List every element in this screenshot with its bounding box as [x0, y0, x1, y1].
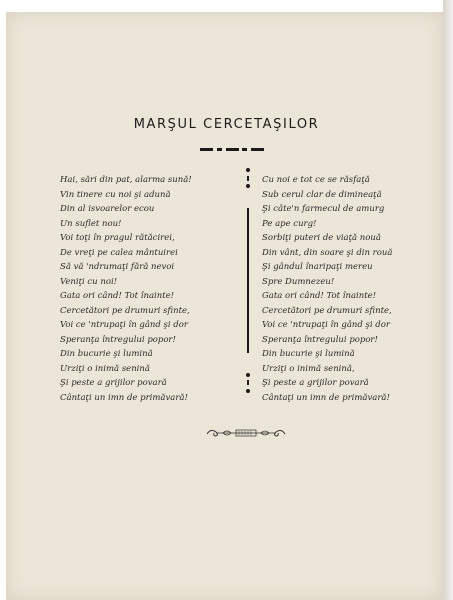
verse-line: Hai, sări din pat, alarma sună! [60, 175, 192, 185]
verse-line: Urziţi o inimă senină, [262, 363, 355, 374]
verse-line: Să vă 'ndrumaţi fără nevoi [60, 262, 175, 272]
center-divider-rule [245, 168, 251, 393]
verse-line: Voi toţi în pragul rătăcirei, [60, 233, 175, 243]
title-underline-rule [200, 147, 264, 151]
verse-line: Speranţa întregului popor! [60, 334, 176, 345]
verse-line: Voi ce 'ntrupaţi în gând şi dor [60, 320, 188, 330]
verse-line: Sorbiţi puteri de viaţă nouă [262, 233, 381, 243]
verse-line: Pe ape curg! [262, 218, 317, 229]
page-edge [443, 0, 453, 600]
verses-right-column [262, 173, 442, 405]
verses-left-column [60, 173, 240, 405]
verse-line: Cu noi e tot ce se răsfaţă [262, 175, 370, 185]
verse-line: Vin tinere cu noi şi adună [60, 189, 171, 200]
verse-line: Voi ce 'ntrupaţi în gând şi dor [262, 320, 390, 330]
verse-line: Cercetători pe drumuri sfinte, [262, 305, 392, 316]
verse-line: Din vânt, din soare şi din rouă [262, 247, 393, 258]
verse-line: Şi peste a grijilor povară [262, 378, 369, 388]
verse-line: Şi câte'n farmecul de amurg [262, 204, 385, 214]
verse-line: Urziţi o inimă senină [60, 363, 150, 374]
verse-line: Din bucurie şi lumină [262, 349, 355, 359]
scroll-ornament-icon [205, 425, 287, 441]
verse-line: Şi peste a grijilor povară [60, 378, 167, 388]
verse-line: Sub cerul clar de dimineaţă [262, 189, 382, 200]
page-title: MARŞUL CERCETAŞILOR [133, 117, 320, 132]
verse-line: Speranţa întregului popor! [262, 334, 378, 345]
verse-line: Cântaţi un imn de primăvară! [262, 392, 390, 403]
verse-line: Şi gândul înaripaţi mereu [262, 262, 373, 272]
verse-line: Spre Dumnezeu! [262, 276, 335, 287]
verse-line: Veniţi cu noi! [60, 276, 118, 287]
verse-line: Un suflet nou! [60, 218, 122, 229]
verse-line: Gata ori când! Tot înainte! [60, 291, 175, 301]
verse-line: Din bucurie şi lumină [60, 349, 153, 359]
verse-line: Cântaţi un imn de primăvară! [60, 392, 188, 403]
verse-line: De vreţi pe calea mântuirei [60, 247, 178, 258]
verse-line: Cercetători pe drumuri sfinte, [60, 305, 190, 316]
verse-line: Din al isvoarelor ecou [60, 204, 155, 214]
verse-line: Gata ori când! Tot înainte! [262, 291, 377, 301]
